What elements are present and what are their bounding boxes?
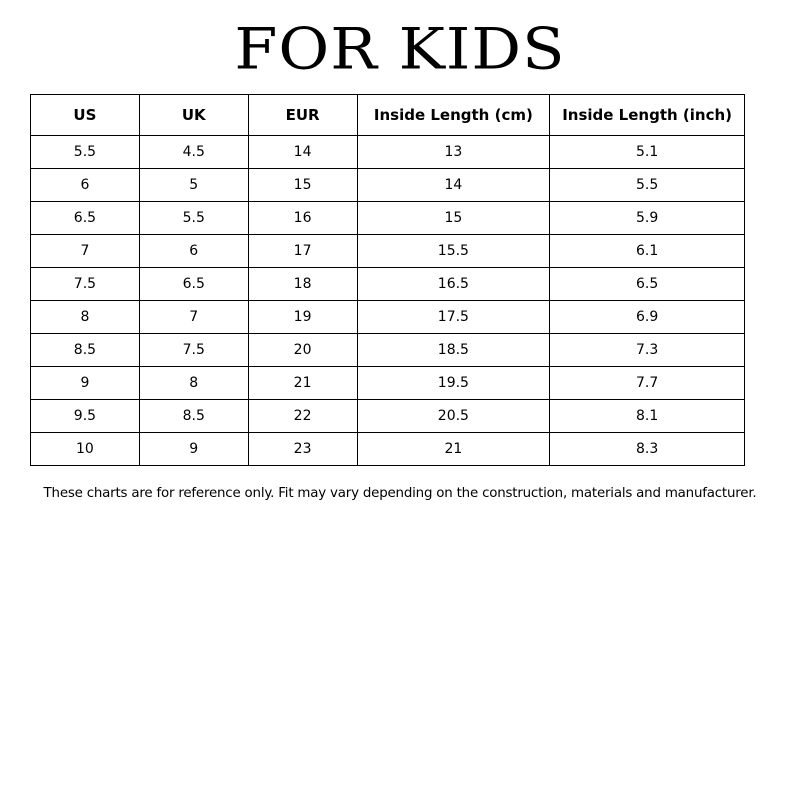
cell-length-cm: 17.5 — [357, 301, 550, 334]
table-row — [31, 400, 745, 433]
column-header-uk: UK — [139, 95, 248, 136]
table-row — [31, 301, 745, 334]
cell-length-inch: 6.5 — [550, 268, 745, 301]
cell-eur: 22 — [248, 400, 357, 433]
cell-eur: 16 — [248, 202, 357, 235]
column-header-inside-length-inch: Inside Length (inch) — [550, 95, 745, 136]
cell-eur: 14 — [248, 136, 357, 169]
cell-length-cm: 15 — [357, 202, 550, 235]
cell-us: 5.5 — [31, 136, 140, 169]
cell-uk: 7 — [139, 301, 248, 334]
cell-length-cm: 15.5 — [357, 235, 550, 268]
cell-length-cm: 13 — [357, 136, 550, 169]
table-row — [31, 367, 745, 400]
cell-length-inch: 8.3 — [550, 433, 745, 466]
table-row — [31, 433, 745, 466]
table-row — [31, 202, 745, 235]
cell-length-inch: 5.1 — [550, 136, 745, 169]
column-header-us: US — [31, 95, 140, 136]
cell-eur: 17 — [248, 235, 357, 268]
cell-uk: 8.5 — [139, 400, 248, 433]
cell-uk: 7.5 — [139, 334, 248, 367]
cell-uk: 4.5 — [139, 136, 248, 169]
cell-us: 9 — [31, 367, 140, 400]
cell-us: 6.5 — [31, 202, 140, 235]
cell-us: 8 — [31, 301, 140, 334]
page-title: FOR KIDS — [234, 14, 566, 83]
cell-eur: 19 — [248, 301, 357, 334]
column-header-inside-length-cm: Inside Length (cm) — [357, 95, 550, 136]
cell-us: 7 — [31, 235, 140, 268]
cell-length-inch: 6.9 — [550, 301, 745, 334]
column-header-eur: EUR — [248, 95, 357, 136]
table-row — [31, 235, 745, 268]
cell-us: 7.5 — [31, 268, 140, 301]
cell-length-cm: 19.5 — [357, 367, 550, 400]
cell-us: 8.5 — [31, 334, 140, 367]
cell-uk: 5.5 — [139, 202, 248, 235]
cell-uk: 8 — [139, 367, 248, 400]
cell-us: 10 — [31, 433, 140, 466]
cell-eur: 21 — [248, 367, 357, 400]
cell-length-inch: 7.3 — [550, 334, 745, 367]
table-header-row — [31, 95, 745, 136]
cell-eur: 15 — [248, 169, 357, 202]
cell-length-cm: 16.5 — [357, 268, 550, 301]
cell-length-inch: 5.5 — [550, 169, 745, 202]
cell-length-cm: 14 — [357, 169, 550, 202]
cell-length-inch: 5.9 — [550, 202, 745, 235]
size-chart-table — [30, 94, 745, 466]
disclaimer-note: These charts are for reference only. Fit may vary depending on the construction, materials and manufacturer. — [43, 486, 757, 501]
cell-uk: 5 — [139, 169, 248, 202]
cell-us: 9.5 — [31, 400, 140, 433]
cell-eur: 23 — [248, 433, 357, 466]
cell-length-cm: 21 — [357, 433, 550, 466]
table-row — [31, 136, 745, 169]
table-row — [31, 169, 745, 202]
cell-eur: 18 — [248, 268, 357, 301]
cell-uk: 9 — [139, 433, 248, 466]
cell-length-inch: 6.1 — [550, 235, 745, 268]
cell-length-inch: 8.1 — [550, 400, 745, 433]
cell-uk: 6.5 — [139, 268, 248, 301]
cell-uk: 6 — [139, 235, 248, 268]
cell-length-cm: 20.5 — [357, 400, 550, 433]
table-row — [31, 334, 745, 367]
cell-length-cm: 18.5 — [357, 334, 550, 367]
table-row — [31, 268, 745, 301]
cell-length-inch: 7.7 — [550, 367, 745, 400]
cell-eur: 20 — [248, 334, 357, 367]
cell-us: 6 — [31, 169, 140, 202]
